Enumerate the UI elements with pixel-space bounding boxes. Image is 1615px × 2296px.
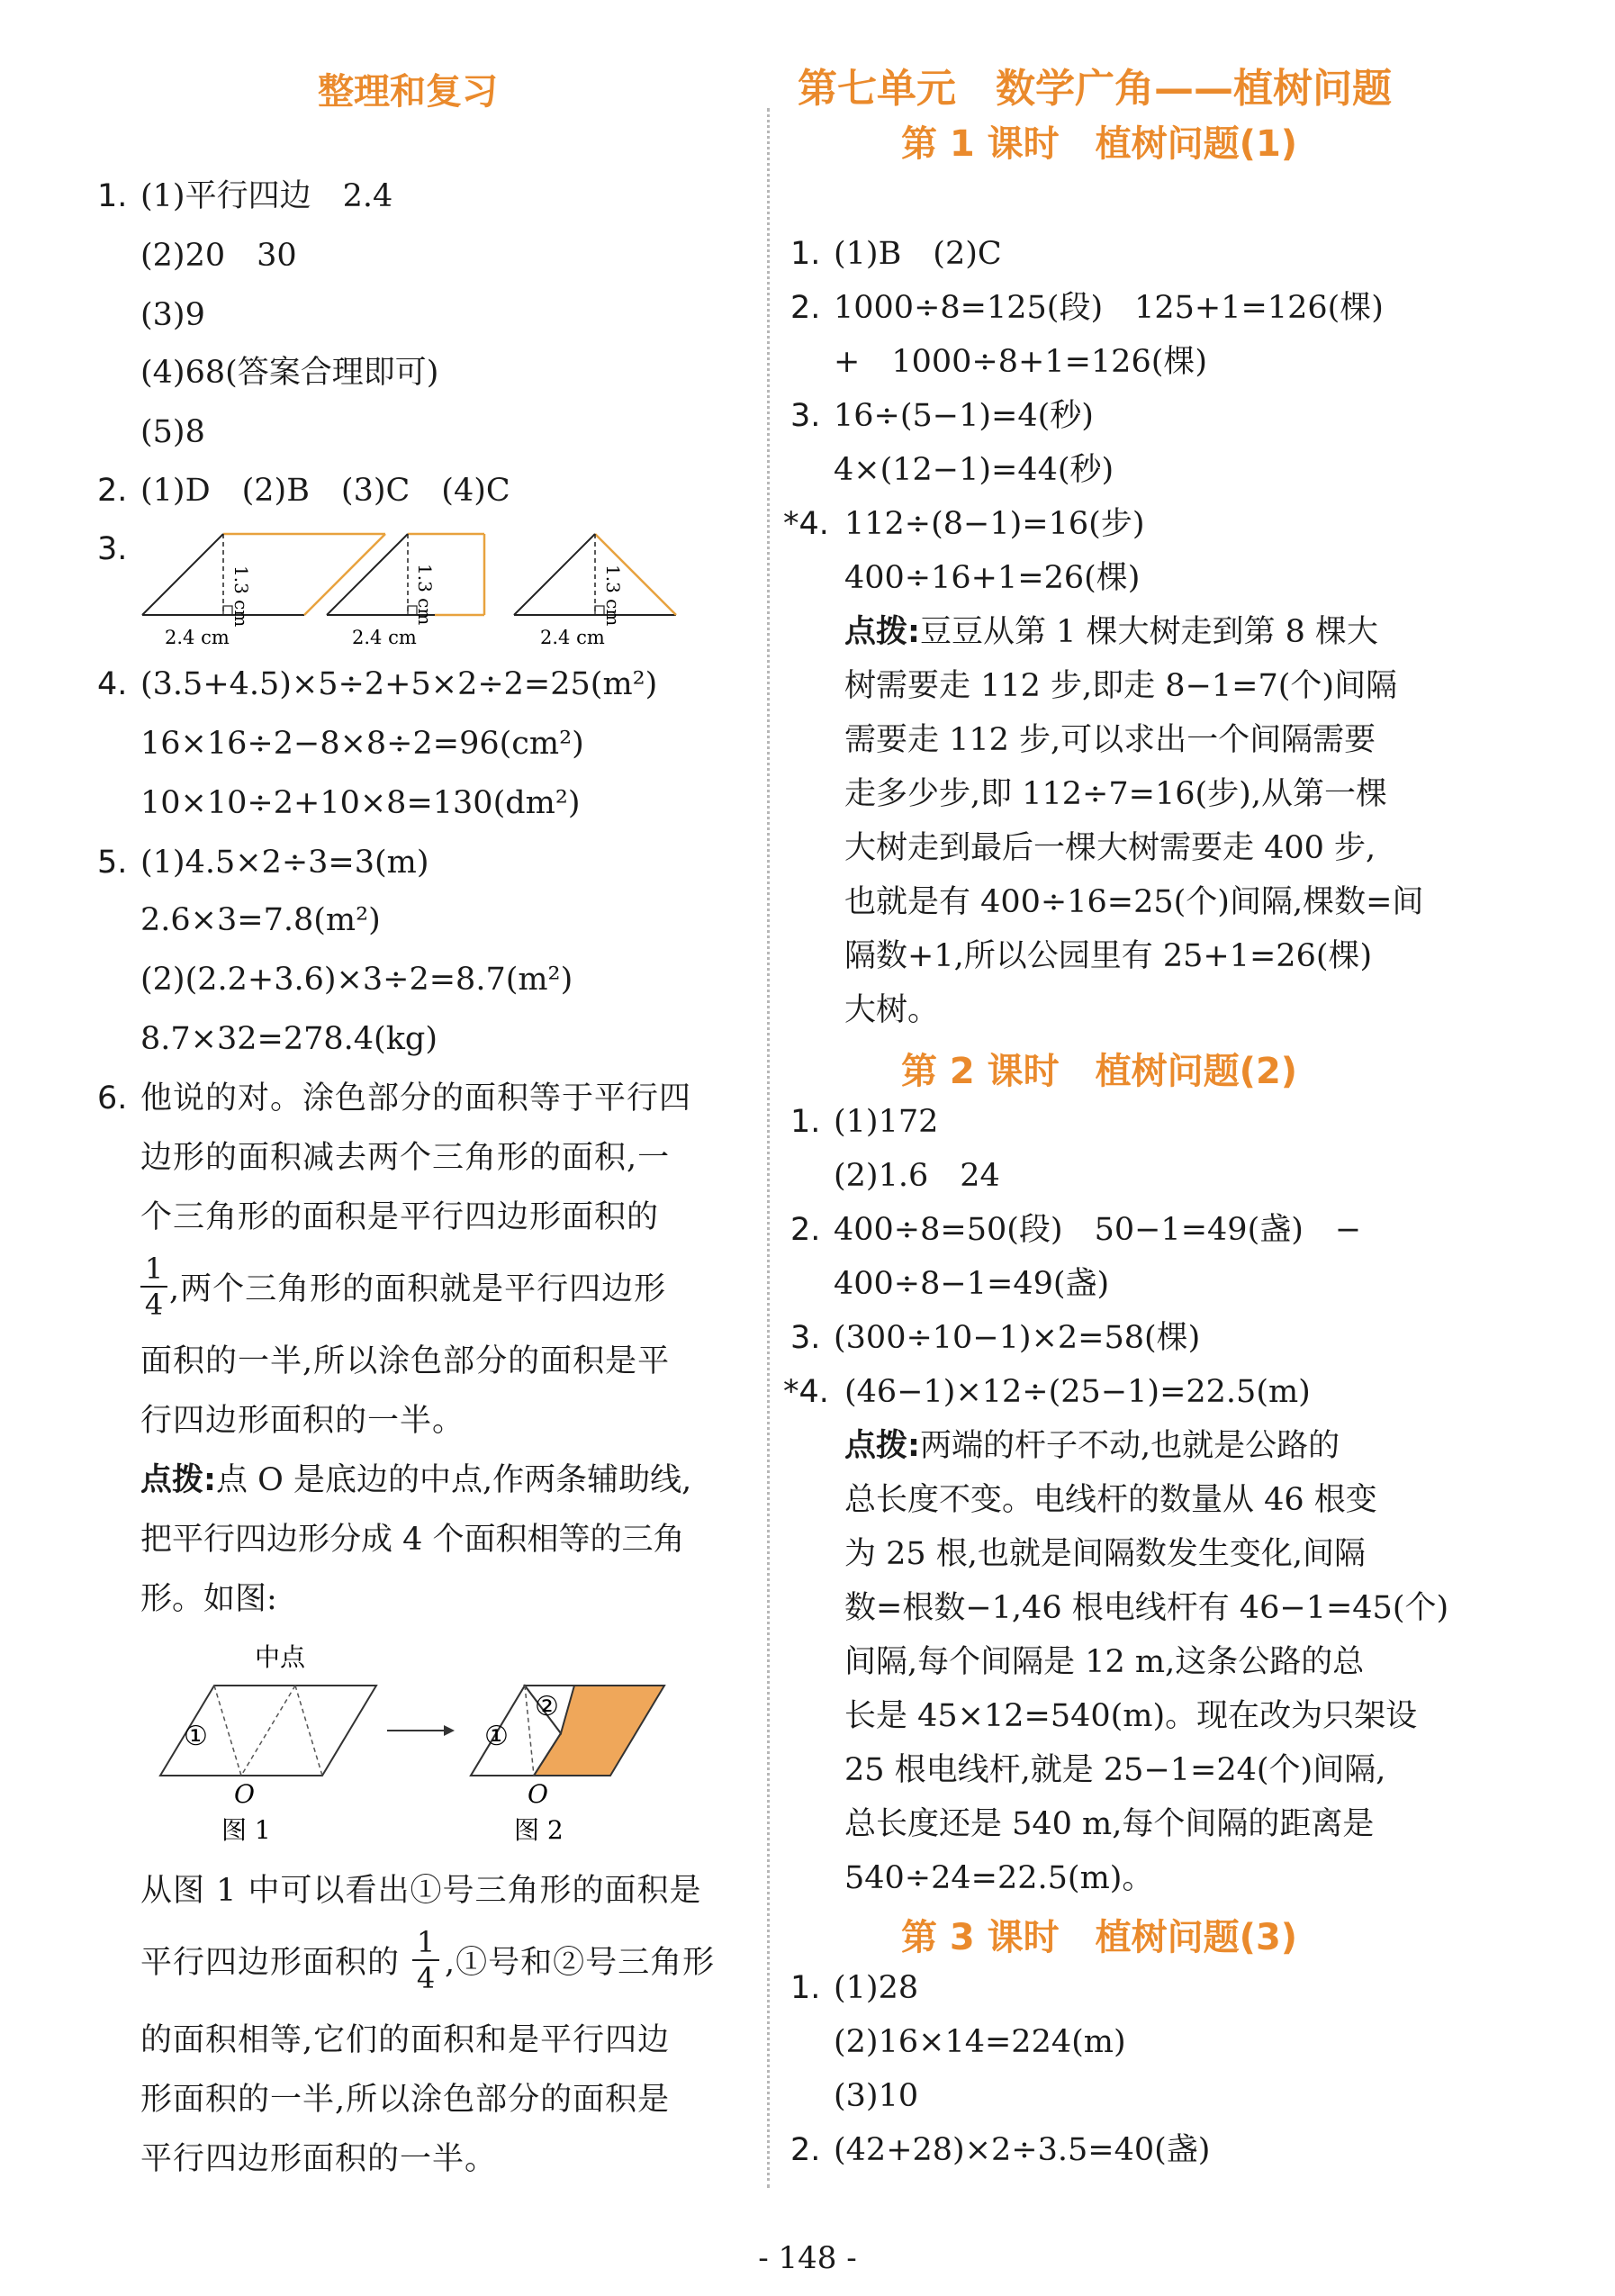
- l3-q1-line2: (2)16×14=224(m): [834, 2024, 1126, 2060]
- q3-number: 3.: [97, 531, 128, 567]
- q3-base-label-3: 2.4 cm: [540, 627, 605, 648]
- l3-q1-number: 1.: [790, 1970, 821, 2006]
- l1-q4-hint-line7: 隔数+1,所以公园里有 25+1=26(棵): [844, 938, 1373, 974]
- q6-figure-1: [160, 1642, 376, 1845]
- q3-figures: [138, 522, 696, 657]
- l1-q4-hint-line2: 树需要走 112 步,即走 8−1=7(个)间隔: [844, 668, 1398, 704]
- q5-line1: (1)4.5×2÷3=3(m): [140, 845, 429, 881]
- q1-part5: (5)8: [140, 414, 205, 450]
- l1-q4-hint-line8: 大树。: [844, 992, 940, 1028]
- q5-line4: 8.7×32=278.4(kg): [140, 1021, 438, 1057]
- q6-after-line1: 从图 1 中可以看出①号三角形的面积是: [140, 1873, 702, 1909]
- q3-height-label-1: 1.3 cm: [230, 565, 252, 628]
- l2-hint-label: 点拨:: [844, 1428, 920, 1464]
- l1-q2-line1: 1000÷8=125(段) 125+1=126(棵): [834, 290, 1384, 326]
- q6-fig1-caption: 图 1: [221, 1815, 271, 1845]
- l1-q3-line2: 4×(12−1)=44(秒): [834, 452, 1114, 488]
- l2-q4-hint-line3: 为 25 根,也就是间隔数发生变化,间隔: [844, 1536, 1367, 1572]
- q3-height-label-2: 1.3 cm: [414, 564, 436, 626]
- lesson3-title: 第 3 课时 植树问题(3): [901, 1917, 1298, 1958]
- q4-number: 4.: [97, 666, 128, 702]
- l2-q4-number: *4.: [783, 1374, 829, 1410]
- q6-after-line2a: 平行四边形面积的: [140, 1945, 401, 1981]
- q6-fraction2-numerator: 1: [416, 1925, 436, 1959]
- q6-hint-label: 点拨:: [140, 1462, 216, 1498]
- l3-q1-line1: (1)28: [834, 1970, 919, 2006]
- q1-part3: (3)9: [140, 297, 205, 333]
- l1-q4-line2: 400÷16+1=26(棵): [844, 560, 1141, 596]
- l1-q3-number: 3.: [790, 398, 821, 434]
- l2-q1-line2: (2)1.6 24: [834, 1158, 1000, 1194]
- l2-q4-answer: (46−1)×12÷(25−1)=22.5(m): [844, 1374, 1311, 1410]
- q4-line3: 10×10÷2+10×8=130(dm²): [140, 785, 581, 821]
- l3-q1-line3: (3)10: [834, 2078, 919, 2114]
- q6-fraction-denominator: 4: [144, 1288, 164, 1322]
- q3-figure-trapezoid: [327, 534, 484, 648]
- q2-answer: (1)D (2)B (3)C (4)C: [140, 473, 510, 509]
- l1-q4-hint-line4: 走多少步,即 112÷7=16(步),从第一棵: [844, 776, 1387, 812]
- q6-after-line3: 的面积相等,它们的面积和是平行四边: [140, 2022, 671, 2058]
- l2-q4-hint-line2: 总长度不变。电线杆的数量从 46 根变: [844, 1482, 1377, 1518]
- q4-line1: (3.5+4.5)×5÷2+5×2÷2=25(m²): [140, 666, 658, 702]
- l2-q1-line1: (1)172: [834, 1104, 939, 1140]
- q6-hint-line2: 把平行四边形分成 4 个面积相等的三角: [140, 1522, 685, 1558]
- q1-number: 1.: [97, 178, 128, 214]
- q5-number: 5.: [97, 845, 128, 881]
- q6-fig1-point-o: O: [234, 1779, 255, 1809]
- l1-q4-hint-line3: 需要走 112 步,可以求出一个间隔需要: [844, 722, 1376, 758]
- unit-title: 第七单元 数学广角——植树问题: [798, 66, 1392, 112]
- l2-q4-hint-line9: 540÷24=22.5(m)。: [844, 1860, 1154, 1896]
- l1-q4-hint-line6: 也就是有 400÷16=25(个)间隔,棵数=间: [844, 884, 1424, 920]
- page-number: - 148 -: [758, 2240, 857, 2276]
- q6-fig1-circle-1: ①: [184, 1721, 208, 1752]
- l2-q3-answer: (300÷10−1)×2=58(棵): [834, 1320, 1201, 1356]
- l2-q4-hint-line7: 25 根电线杆,就是 25−1=24(个)间隔,: [844, 1752, 1386, 1788]
- q6-figure-2: [471, 1686, 664, 1845]
- l2-q2-line2: 400÷8−1=49(盏): [834, 1266, 1110, 1302]
- q2-number: 2.: [97, 473, 128, 509]
- l2-q1-number: 1.: [790, 1104, 821, 1140]
- section-title-review: 整理和复习: [318, 71, 498, 113]
- q6-line4: ,两个三角形的面积就是平行四边形: [169, 1271, 667, 1307]
- l1-q4-number: *4.: [783, 506, 829, 542]
- l2-q4-hint-line8: 总长度还是 540 m,每个间隔的距离是: [844, 1806, 1375, 1842]
- l1-q2-number: 2.: [790, 290, 821, 326]
- q6-line3: 个三角形的面积是平行四边形面积的: [140, 1199, 660, 1235]
- q6-fraction: [140, 1253, 167, 1320]
- q6-after-line2b: ,①号和②号三角形: [445, 1945, 716, 1981]
- q6-line5: 面积的一半,所以涂色部分的面积是平: [140, 1343, 671, 1379]
- q3-figure-triangle: [514, 534, 676, 648]
- l1-hint-text1: 豆豆从第 1 棵大树走到第 8 棵大: [920, 614, 1379, 650]
- q3-base-label-1: 2.4 cm: [165, 627, 230, 648]
- l2-q4-hint-line4: 数=根数−1,46 根电线杆有 46−1=45(个): [844, 1590, 1449, 1626]
- q3-figure-parallelogram: [142, 534, 385, 648]
- l2-q2-number: 2.: [790, 1212, 821, 1248]
- q6-number: 6.: [97, 1080, 128, 1116]
- l1-hint-label: 点拨:: [844, 614, 920, 650]
- q6-after-line4: 形面积的一半,所以涂色部分的面积是: [140, 2082, 671, 2118]
- q6-line6: 行四边形面积的一半。: [140, 1403, 465, 1439]
- q3-base-label-2: 2.4 cm: [352, 627, 417, 648]
- q6-hint-text1: 点 O 是底边的中点,作两条辅助线,: [216, 1462, 692, 1498]
- q5-line3: (2)(2.2+3.6)×3÷2=8.7(m²): [140, 962, 573, 998]
- l2-q3-number: 3.: [790, 1320, 821, 1356]
- l1-q4-hint-line1: [844, 614, 1378, 650]
- q6-line1: 他说的对。涂色部分的面积等于平行四: [140, 1080, 692, 1116]
- l2-hint-text1: 两端的杆子不动,也就是公路的: [920, 1428, 1340, 1464]
- lesson1-title: 第 1 课时 植树问题(1): [901, 123, 1298, 165]
- l3-q2-number: 2.: [790, 2132, 821, 2168]
- q6-fraction-2: [412, 1927, 439, 1993]
- q5-line2: 2.6×3=7.8(m²): [140, 902, 381, 938]
- q6-fraction2-denominator: 4: [416, 1961, 436, 1995]
- l1-q4-hint-line5: 大树走到最后一棵大树需要走 400 步,: [844, 830, 1376, 866]
- q4-line2: 16×16÷2−8×8÷2=96(cm²): [140, 726, 584, 762]
- l2-q2-line1: 400÷8=50(段) 50−1=49(盏) −: [834, 1212, 1362, 1248]
- l1-q1-number: 1.: [790, 236, 821, 272]
- q6-fraction-numerator: 1: [144, 1252, 164, 1286]
- q6-line2: 边形的面积减去两个三角形的面积,一: [140, 1140, 671, 1176]
- l1-q4-line1: 112÷(8−1)=16(步): [844, 506, 1145, 542]
- q6-fig2-caption: 图 2: [514, 1815, 564, 1845]
- q6-fig2-circle-1: ①: [484, 1721, 509, 1752]
- l2-q4-hint-line5: 间隔,每个间隔是 12 m,这条公路的总: [844, 1644, 1365, 1680]
- l2-q4-hint-line1: [844, 1428, 1340, 1464]
- q3-height-label-3: 1.3 cm: [602, 565, 624, 627]
- l1-q3-line1: 16÷(5−1)=4(秒): [834, 398, 1094, 434]
- q1-part1: (1)平行四边 2.4: [140, 178, 393, 214]
- column-divider: [767, 108, 770, 2188]
- q6-hint-line3: 形。如图:: [140, 1581, 277, 1617]
- q1-part4: (4)68(答案合理即可): [140, 355, 439, 391]
- l2-q4-hint-line6: 长是 45×12=540(m)。现在改为只架设: [844, 1698, 1418, 1734]
- q6-figures: [151, 1639, 745, 1855]
- q1-part2: (2)20 30: [140, 238, 297, 274]
- q6-arrow: [387, 1725, 455, 1736]
- q6-fig-midpoint-label: 中点: [255, 1642, 306, 1672]
- q6-fig2-circle-2: ②: [535, 1691, 559, 1722]
- l1-q2-line2: + 1000÷8+1=126(棵): [834, 344, 1208, 380]
- q6-after-line5: 平行四边形面积的一半。: [140, 2141, 498, 2177]
- q6-hint-line1: [140, 1462, 691, 1498]
- l3-q2-answer: (42+28)×2÷3.5=40(盏): [834, 2132, 1211, 2168]
- lesson2-title: 第 2 课时 植树问题(2): [901, 1051, 1298, 1092]
- q6-fig2-point-o: O: [528, 1779, 548, 1809]
- l1-q1-answer: (1)B (2)C: [834, 236, 1002, 272]
